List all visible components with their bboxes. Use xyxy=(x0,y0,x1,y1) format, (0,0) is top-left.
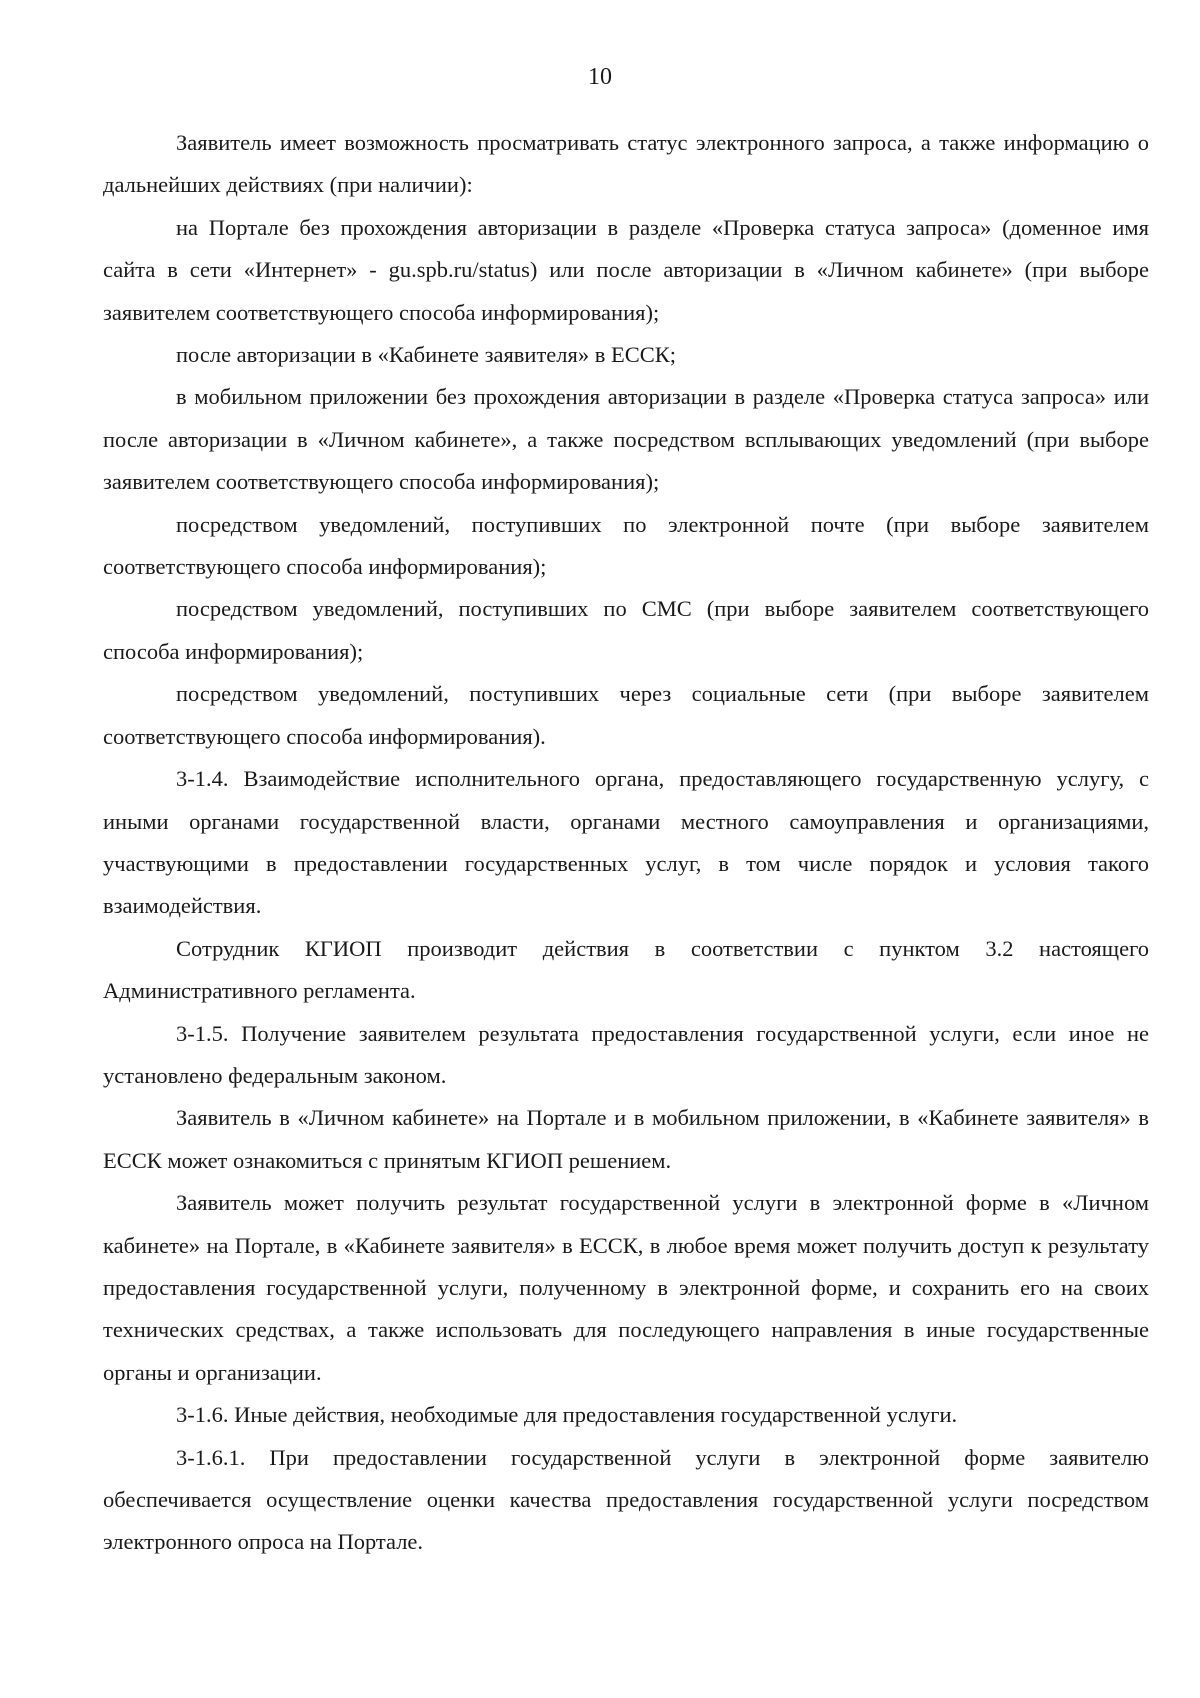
section-paragraph: 3-1.5. Получение заявителем результата предоставления государственной услуги, если иное не установлено федеральным законом. xyxy=(103,1020,1149,1088)
paragraph: посредством уведомлений, поступивших через социальные сети (при выборе заявителем соответствующего способа информирования). xyxy=(103,681,1149,749)
paragraph: Заявитель имеет возможность просматривать статус электронного запроса, а также информацию о дальнейших действиях (при наличии): xyxy=(103,130,1149,198)
section-paragraph: 3-1.6. Иные действия, необходимые для предоставления государственной услуги. xyxy=(176,1402,958,1428)
page-number: 10 xyxy=(588,64,612,90)
section-paragraph: 3-1.4. Взаимодействие исполнительного органа, предоставляющего государственную услугу, с иными органами государственной власти, органами местного самоуправления и организациями, участвующими в предоставлении государственных услуг, в том числе порядок и условия такого взаимодействия. xyxy=(103,766,1149,919)
paragraph: посредством уведомлений, поступивших по СМС (при выборе заявителем соответствующего способа информирования); xyxy=(103,596,1149,664)
document-body xyxy=(103,122,1149,1564)
paragraph: Заявитель может получить результат государственной услуги в электронной форме в «Личном кабинете» на Портале, в «Кабинете заявителя» в ЕССК, в любое время может получить доступ к результату предоставления государственной услуги, полученному в электронной форме, и сохранить его на своих технических средствах, а также использовать для последующего направления в иные государственные органы и организации. xyxy=(103,1190,1149,1385)
paragraph: Заявитель в «Личном кабинете» на Портале и в мобильном приложении, в «Кабинете заявителя» в ЕССК может ознакомиться с принятым КГИОП решением. xyxy=(103,1105,1149,1173)
paragraph: Сотрудник КГИОП производит действия в соответствии с пунктом 3.2 настоящего Административного регламента. xyxy=(103,935,1149,1004)
section-paragraph: 3-1.6.1. При предоставлении государственной услуги в электронной форме заявителю обеспечивается осуществление оценки качества предоставления государственной услуги посредством электронного опроса на Портале. xyxy=(103,1444,1149,1555)
paragraph: посредством уведомлений, поступивших по электронной почте (при выборе заявителем соответствующего способа информирования); xyxy=(103,511,1149,580)
paragraph: на Портале без прохождения авторизации в разделе «Проверка статуса запроса» (доменное имя сайта в сети «Интернет» - gu.spb.ru/status) или после авторизации в «Личном кабинете» (при выборе заявителем соответствующего способа информирования); xyxy=(103,214,1149,325)
paragraph: после авторизации в «Кабинете заявителя» в ЕССК; xyxy=(176,342,677,368)
paragraph: в мобильном приложении без прохождения авторизации в разделе «Проверка статуса запроса» или после авторизации в «Личном кабинете», а также посредством всплывающих уведомлений (при выборе заявителем соответствующего способа информирования); xyxy=(103,384,1149,495)
